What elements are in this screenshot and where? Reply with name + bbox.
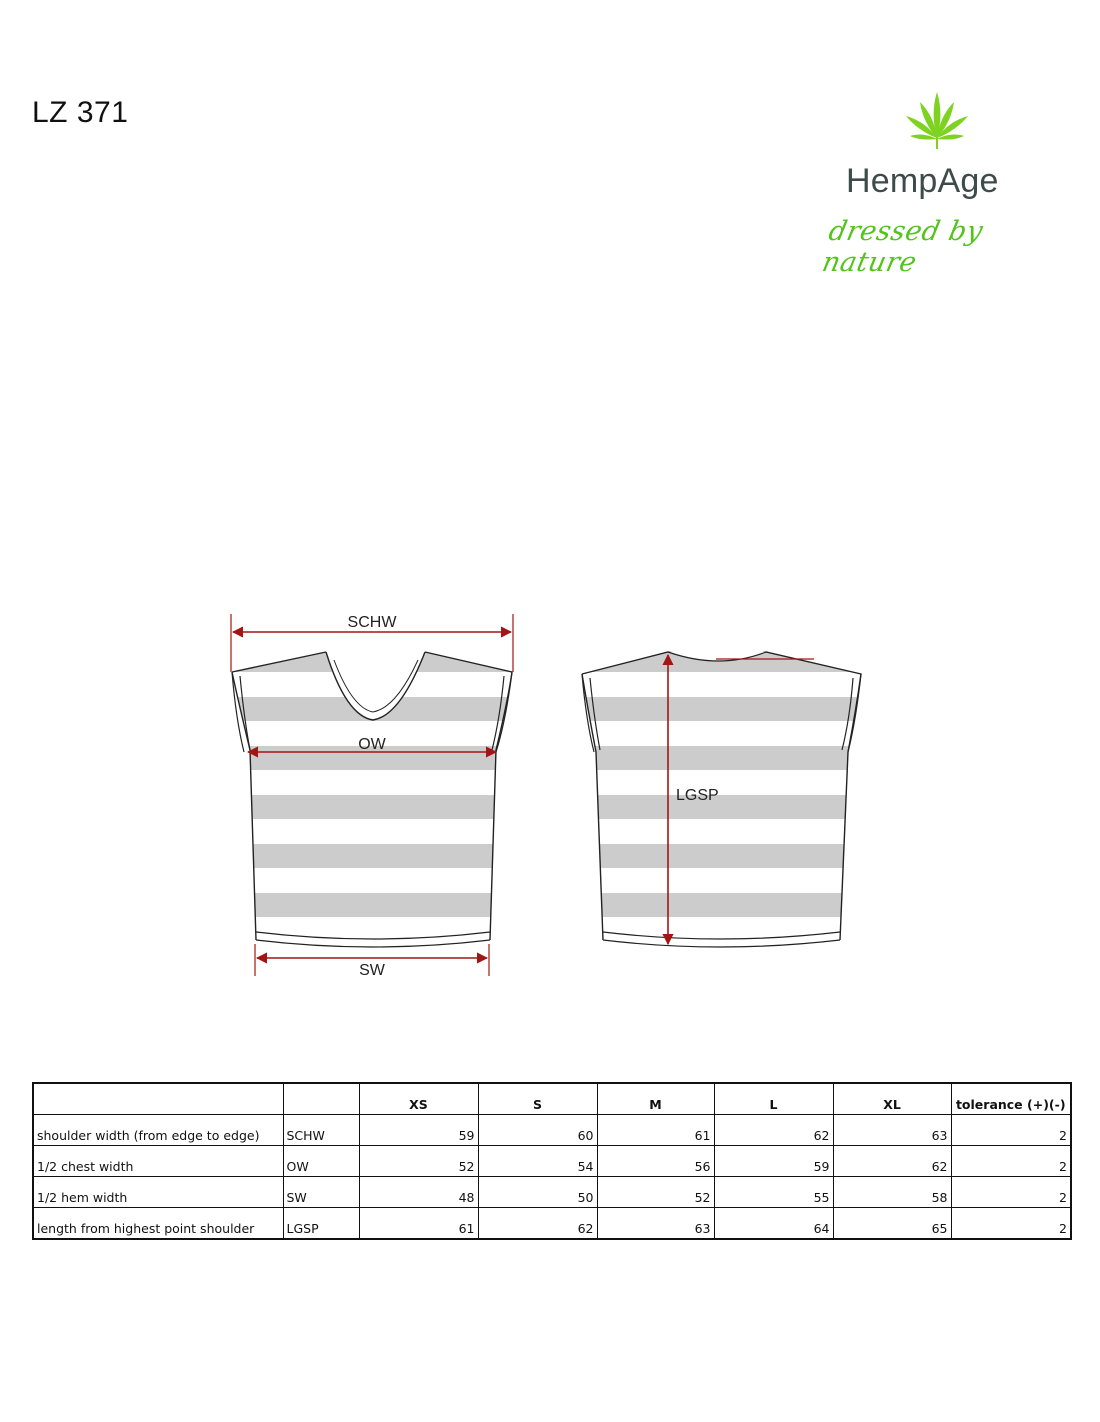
measurement-label: shoulder width (from edge to edge) bbox=[33, 1115, 283, 1146]
front-view bbox=[220, 614, 520, 979]
header-size-s: S bbox=[478, 1083, 597, 1115]
back-stripes bbox=[575, 648, 870, 948]
measurement-label: length from highest point shoulder bbox=[33, 1208, 283, 1240]
sw-label: SW bbox=[359, 962, 385, 979]
table-row bbox=[33, 1208, 1071, 1240]
value-tolerance: 2 bbox=[951, 1115, 1071, 1146]
table-row bbox=[33, 1146, 1071, 1177]
schw-label: SCHW bbox=[347, 614, 397, 631]
table-header-row bbox=[33, 1083, 1071, 1115]
value-m: 56 bbox=[597, 1146, 714, 1177]
value-m: 52 bbox=[597, 1177, 714, 1208]
value-xl: 63 bbox=[833, 1115, 951, 1146]
measurement-code: SW bbox=[283, 1177, 359, 1208]
value-s: 60 bbox=[478, 1115, 597, 1146]
value-l: 59 bbox=[714, 1146, 833, 1177]
measurement-label: 1/2 hem width bbox=[33, 1177, 283, 1208]
brand-name: HempAge bbox=[846, 162, 999, 200]
style-code: LZ 371 bbox=[32, 96, 129, 129]
value-xl: 58 bbox=[833, 1177, 951, 1208]
header-code bbox=[283, 1083, 359, 1115]
header-size-m: M bbox=[597, 1083, 714, 1115]
value-m: 61 bbox=[597, 1115, 714, 1146]
value-xs: 61 bbox=[359, 1208, 478, 1240]
header-label bbox=[33, 1083, 283, 1115]
measurement-code: SCHW bbox=[283, 1115, 359, 1146]
value-l: 55 bbox=[714, 1177, 833, 1208]
size-chart-table bbox=[32, 1082, 1072, 1240]
measurement-code: OW bbox=[283, 1146, 359, 1177]
value-xs: 48 bbox=[359, 1177, 478, 1208]
header-tolerance: tolerance (+)(-) bbox=[951, 1083, 1071, 1115]
value-xl: 62 bbox=[833, 1146, 951, 1177]
value-tolerance: 2 bbox=[951, 1208, 1071, 1240]
value-m: 63 bbox=[597, 1208, 714, 1240]
value-tolerance: 2 bbox=[951, 1146, 1071, 1177]
value-s: 62 bbox=[478, 1208, 597, 1240]
value-l: 62 bbox=[714, 1115, 833, 1146]
value-xs: 59 bbox=[359, 1115, 478, 1146]
table-row bbox=[33, 1115, 1071, 1146]
value-xl: 65 bbox=[833, 1208, 951, 1240]
back-view bbox=[575, 648, 870, 948]
header-size-xs: XS bbox=[359, 1083, 478, 1115]
value-s: 54 bbox=[478, 1146, 597, 1177]
header-size-xl: XL bbox=[833, 1083, 951, 1115]
value-xs: 52 bbox=[359, 1146, 478, 1177]
measurement-code: LGSP bbox=[283, 1208, 359, 1240]
header-size-l: L bbox=[714, 1083, 833, 1115]
value-s: 50 bbox=[478, 1177, 597, 1208]
brand-tagline: dressed by nature bbox=[819, 216, 986, 278]
lgsp-label: LGSP bbox=[676, 787, 719, 804]
value-tolerance: 2 bbox=[951, 1177, 1071, 1208]
value-l: 64 bbox=[714, 1208, 833, 1240]
ow-label: OW bbox=[358, 736, 386, 753]
table-row bbox=[33, 1177, 1071, 1208]
measurement-label: 1/2 chest width bbox=[33, 1146, 283, 1177]
